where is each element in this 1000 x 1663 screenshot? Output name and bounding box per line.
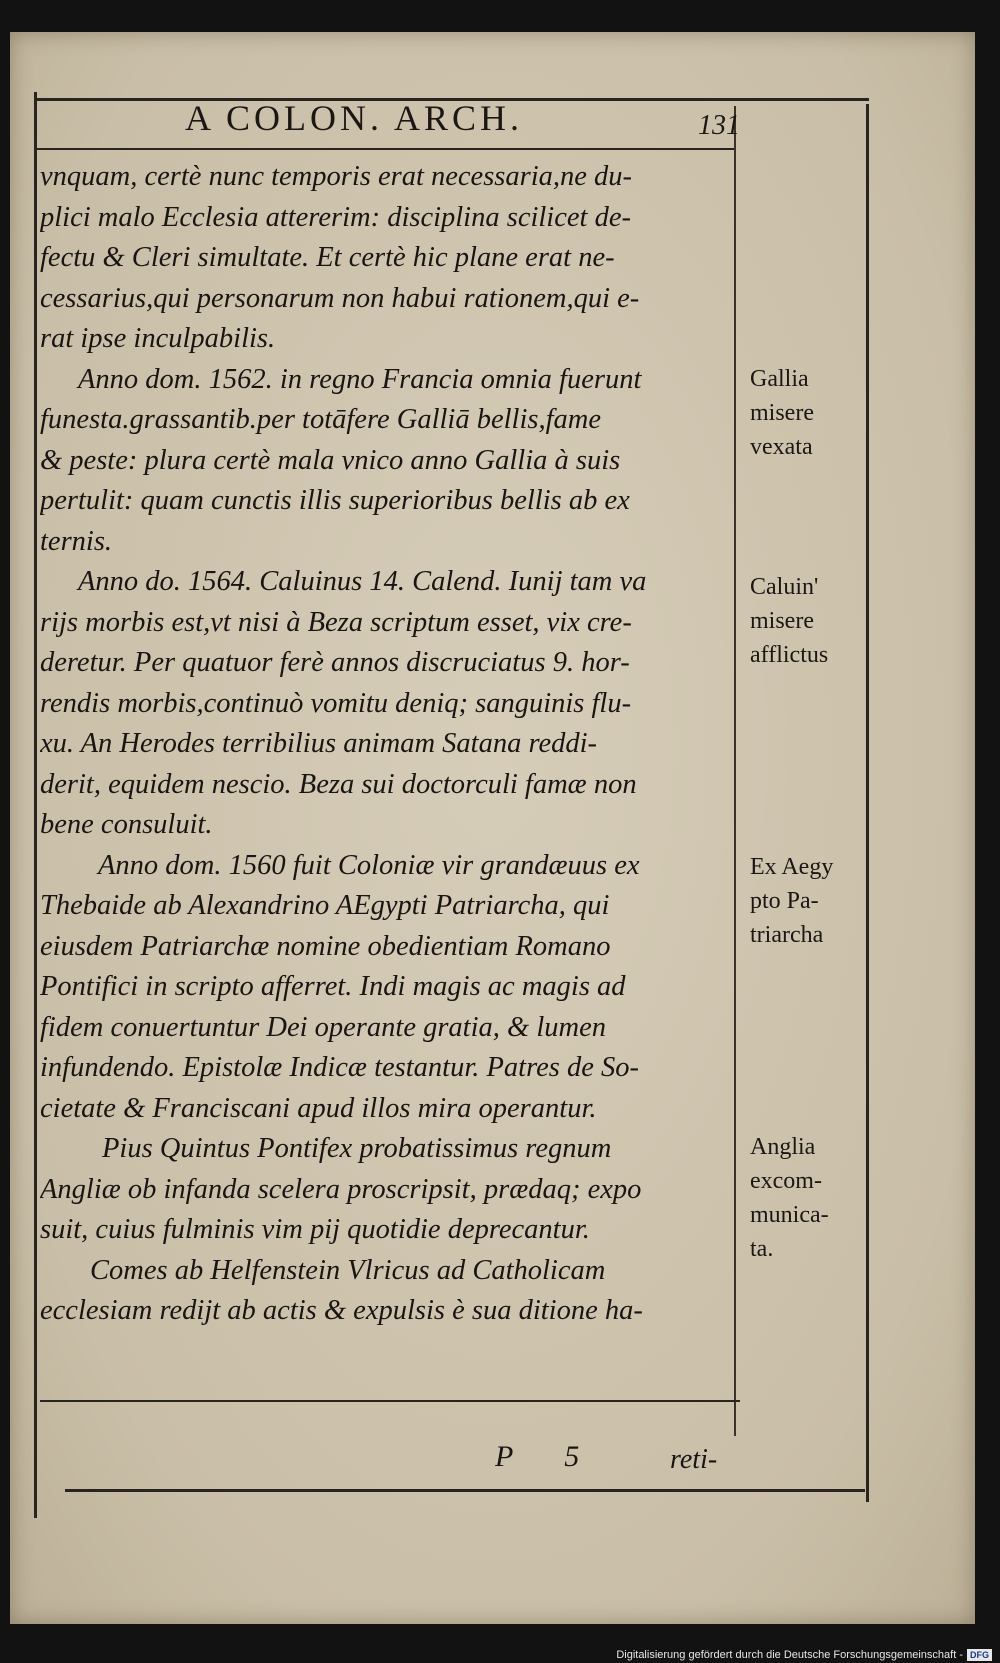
margin-note-line: vexata bbox=[750, 434, 813, 460]
text-line: fidem conuertuntur Dei operante gratia, & lumen bbox=[40, 1011, 606, 1043]
paragraph bbox=[40, 1129, 735, 1251]
text-line: plici malo Ecclesia attererim: disciplina scilicet de- bbox=[40, 201, 631, 233]
margin-note-line: munica- bbox=[750, 1202, 829, 1228]
paragraph bbox=[40, 1251, 735, 1332]
text-line: bene consuluit. bbox=[40, 809, 213, 840]
text-line: cietate & Franciscani apud illos mira operantur. bbox=[40, 1092, 597, 1124]
text-line: ternis. bbox=[40, 525, 113, 557]
text-line: rendis morbis,continuò vomitu deniq; sanguinis flu- bbox=[40, 687, 632, 719]
text-line: deretur. Per quatuor ferè annos discruciatus 9. hor- bbox=[40, 647, 630, 678]
text-line: rat ipse inculpabilis. bbox=[40, 323, 276, 354]
text-line: suit, cuius fulminis vim pij quotidie deprecantur. bbox=[40, 1214, 590, 1245]
running-head: A COLON. ARCH. bbox=[185, 98, 524, 138]
margin-note-gallia bbox=[750, 362, 870, 464]
text-line: cessarius,qui personarum non habui rationem,qui e- bbox=[40, 282, 640, 314]
book-page bbox=[10, 32, 975, 1624]
text-line: Thebaide ab Alexandrino AEgypti Patriarcha, qui bbox=[40, 890, 610, 921]
paragraph bbox=[40, 360, 735, 563]
margin-note-line: Caluin' bbox=[750, 574, 819, 600]
body-text bbox=[40, 157, 735, 1332]
margin-note-line: Gallia bbox=[750, 366, 809, 392]
digitization-credit bbox=[616, 1649, 992, 1661]
paragraph bbox=[40, 562, 735, 846]
text-line: ecclesiam redijt ab actis & expulsis è sua ditione ha- bbox=[40, 1295, 643, 1326]
bottom-rule bbox=[65, 1489, 865, 1492]
signature-mark: P 5 bbox=[495, 1440, 602, 1473]
margin-note-line: afflictus bbox=[750, 642, 829, 668]
text-line: infundendo. Epistolæ Indicæ testantur. Patres de So- bbox=[40, 1052, 639, 1083]
margin-note-line: misere bbox=[750, 608, 814, 634]
text-line: rijs morbis est,vt nisi à Beza scriptum esset, vix cre- bbox=[40, 606, 632, 638]
credit-text: Digitalisierung gefördert durch die Deutsche Forschungsgemeinschaft - bbox=[616, 1649, 963, 1661]
text-line: Pius Quintus Pontifex probatissimus regnum bbox=[102, 1133, 612, 1164]
text-line: fectu & Cleri simultate. Et certè hic plane erat ne- bbox=[40, 242, 615, 273]
paragraph bbox=[40, 846, 735, 1130]
margin-note-line: triarcha bbox=[750, 922, 824, 948]
text-line: Comes ab Helfenstein Vlricus ad Catholicam bbox=[90, 1254, 606, 1286]
right-border-rule bbox=[866, 104, 869, 1502]
margin-note-anglia bbox=[750, 1130, 870, 1266]
margin-note-line: ta. bbox=[750, 1236, 774, 1262]
text-line: & peste: plura certè mala vnico anno Gallia à suis bbox=[40, 444, 621, 476]
margin-note-caluin bbox=[750, 570, 870, 672]
text-line: Anno dom. 1560 fuit Coloniæ vir grandæuus ex bbox=[98, 849, 640, 881]
text-line: pertulit: quam cunctis illis superioribus bellis ab ex bbox=[40, 485, 630, 516]
margin-note-line: excom- bbox=[750, 1168, 822, 1194]
margin-note-line: pto Pa- bbox=[750, 888, 819, 914]
footer-rule bbox=[40, 1400, 740, 1402]
text-line: derit, equidem nescio. Beza sui doctorculi famæ non bbox=[40, 768, 637, 800]
text-line: Anno do. 1564. Caluinus 14. Calend. Iunij tam va bbox=[78, 566, 647, 597]
text-line: eiusdem Patriarchæ nomine obedientiam Romano bbox=[40, 930, 611, 962]
paragraph bbox=[40, 157, 735, 360]
page-number: 131 bbox=[698, 110, 740, 141]
dfg-logo-icon: DFG bbox=[967, 1649, 992, 1661]
left-border-rule bbox=[34, 92, 37, 1518]
text-line: Pontifici in scripto afferret. Indi magis ac magis ad bbox=[40, 971, 626, 1002]
margin-note-line: misere bbox=[750, 400, 814, 426]
text-line: Angliæ ob infanda scelera proscripsit, prædaq; expo bbox=[40, 1173, 642, 1205]
text-line: xu. An Herodes terribilius animam Satana reddi- bbox=[40, 728, 598, 759]
margin-note-aegypto bbox=[750, 850, 870, 952]
text-line: vnquam, certè nunc temporis erat necessaria,ne du- bbox=[40, 161, 633, 192]
header-underline-rule bbox=[34, 148, 734, 150]
text-line: funesta.grassantib.per totāfere Galliā bellis,fame bbox=[40, 404, 601, 435]
margin-note-line: Anglia bbox=[750, 1134, 816, 1160]
catchword: reti- bbox=[670, 1444, 718, 1475]
text-line: Anno dom. 1562. in regno Francia omnia fuerunt bbox=[78, 363, 642, 395]
margin-note-line: Ex Aegy bbox=[750, 854, 834, 880]
